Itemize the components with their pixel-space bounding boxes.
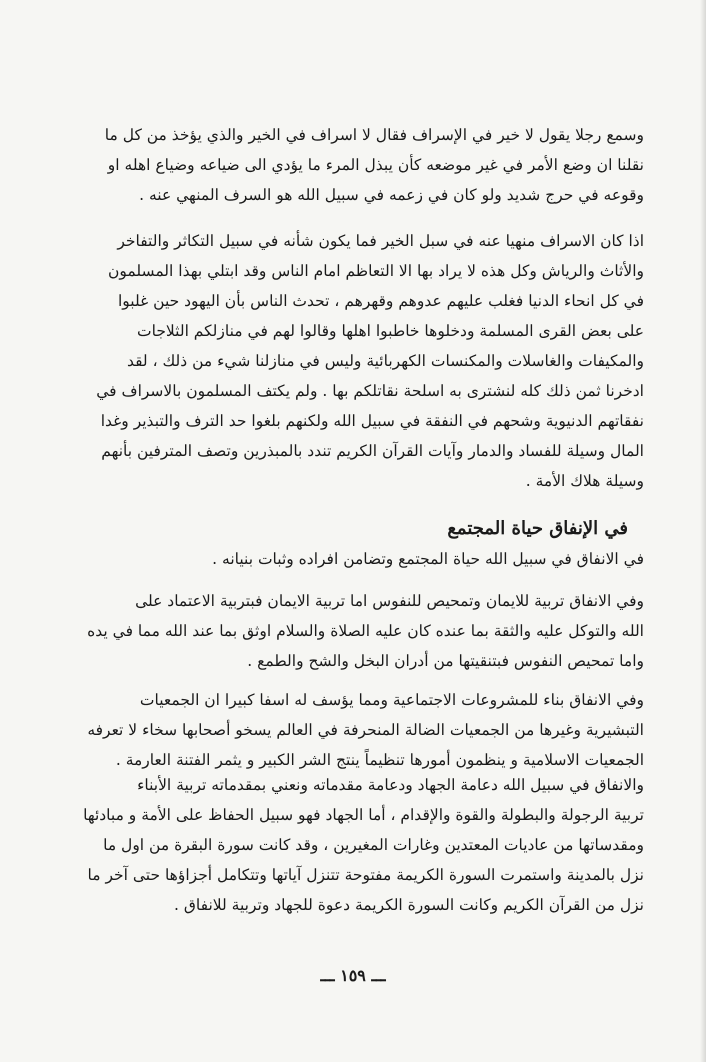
text-line: ادخرنا ثمن ذلك كله لنشترى به اسلحة نقاتلكم بها . ولم يكتف المسلمون بالاسراف في xyxy=(96,382,644,400)
text-line: في كل انحاء الدنيا فغلب عليهم عدوهم وقهرهم ، تحدث الناس بأن اليهود حين غلبوا xyxy=(117,292,644,310)
paragraph-3 xyxy=(64,544,644,574)
text-line: الله والتوكل عليه والثقة بما عنده كان عليه الصلاة والسلام اوثق بما عند الله مما في يده xyxy=(87,622,644,640)
text-line: اذا كان الاسراف منهيا عنه في سبل الخير فما يكون شأنه في سبيل التكاثر والتفاخر xyxy=(117,232,644,250)
section-heading: في الإنفاق حياة المجتمع xyxy=(447,518,628,539)
text-line: نقلنا ان وضع الأمر في غير موضعه كأن يبذل المرء ما يؤدي الى ضياعه وضياع اهله او xyxy=(107,156,644,174)
text-line: والمكيفات والغاسلات والمكنسات الكهربائية وليس في منازلنا شيء من ذلك ، لقد xyxy=(126,352,644,370)
text-line: في الانفاق في سبيل الله حياة المجتمع وتضامن افراده وثبات بنيانه . xyxy=(212,550,644,568)
text-line: التبشيرية وغيرها من الجمعيات الضالة المنحرفة في العالم يسخو أصحابها سخاء لا تعرفه xyxy=(87,721,644,739)
paragraph-6 xyxy=(64,770,644,920)
text-line: وسمع رجلا يقول لا خير في الإسراف فقال لا اسراف في الخير والذي يؤخذ من كل ما xyxy=(104,126,644,144)
paragraph-1 xyxy=(64,120,644,210)
paragraph-4 xyxy=(64,586,644,676)
text-line: تربية الرجولة والبطولة والقوة والإقدام ، أما الجهاد فهو سبيل الحفاظ على الأمة و مبادئها xyxy=(83,806,644,824)
text-line: وفي الانفاق تربية للايمان وتمحيص للنفوس اما تربية الايمان فبتربية الاعتماد على xyxy=(135,592,644,610)
text-line: والانفاق في سبيل الله دعامة الجهاد ودعامة مقدماته ونعني بمقدماته تربية الأبناء xyxy=(137,776,644,794)
paragraph-2 xyxy=(64,226,644,496)
paragraph-5 xyxy=(64,685,644,775)
text-line: نفقاتهم الدنيوية وشحهم في النفقة في سبيل الله ولكنهم بلغوا حد الترف والتبذير وغدا xyxy=(100,412,644,430)
text-line: على بعض القرى المسلمة ودخلوها خاطبوا اهلها وقالوا لهم في منازلكم الثلاجات xyxy=(137,322,644,340)
text-line: الجمعيات الاسلامية و ينظمون أمورها تنظيماً ينتج الشر الكبير و يثمر الفتنة العارمة . xyxy=(115,751,644,769)
text-line: المال وسيلة للفساد والدمار وآيات القرآن الكريم تندد بالمبذرين وتصف المترفين بأنهم xyxy=(101,442,644,460)
page-number: ـــ ١٥٩ ـــ xyxy=(320,966,386,985)
text-line: وقوعه في حرج شديد ولو كان في زعمه في سبيل الله هو السرف المنهي عنه . xyxy=(139,186,644,204)
text-line: واما تمحيص النفوس فبتنقيتها من أدران البخل والشح والطمع . xyxy=(247,652,644,670)
page-edge-shadow xyxy=(700,0,706,1062)
text-line: والأثاث والرياش وكل هذه لا يراد بها الا التعاظم امام الناس وقد ابتلي بهذا المسلمون xyxy=(108,262,644,280)
text-line: نزل بالمدينة واستمرت السورة الكريمة مفتوحة تتنزل آياتها وتتكامل أجزاؤها حتى آخر ما xyxy=(87,866,644,884)
text-line: ومقدساتها من عاديات المعتدين وغارات المغيرين ، وقد كانت سورة البقرة من اول ما xyxy=(103,836,644,854)
text-line: نزل من القرآن الكريم وكانت السورة الكريمة دعوة للجهاد وتربية للانفاق . xyxy=(174,896,644,914)
text-line: وسيلة هلاك الأمة . xyxy=(525,472,644,490)
text-line: وفي الانفاق بناء للمشروعات الاجتماعية ومما يؤسف له اسفا كبيرا ان الجمعيات xyxy=(139,691,644,709)
